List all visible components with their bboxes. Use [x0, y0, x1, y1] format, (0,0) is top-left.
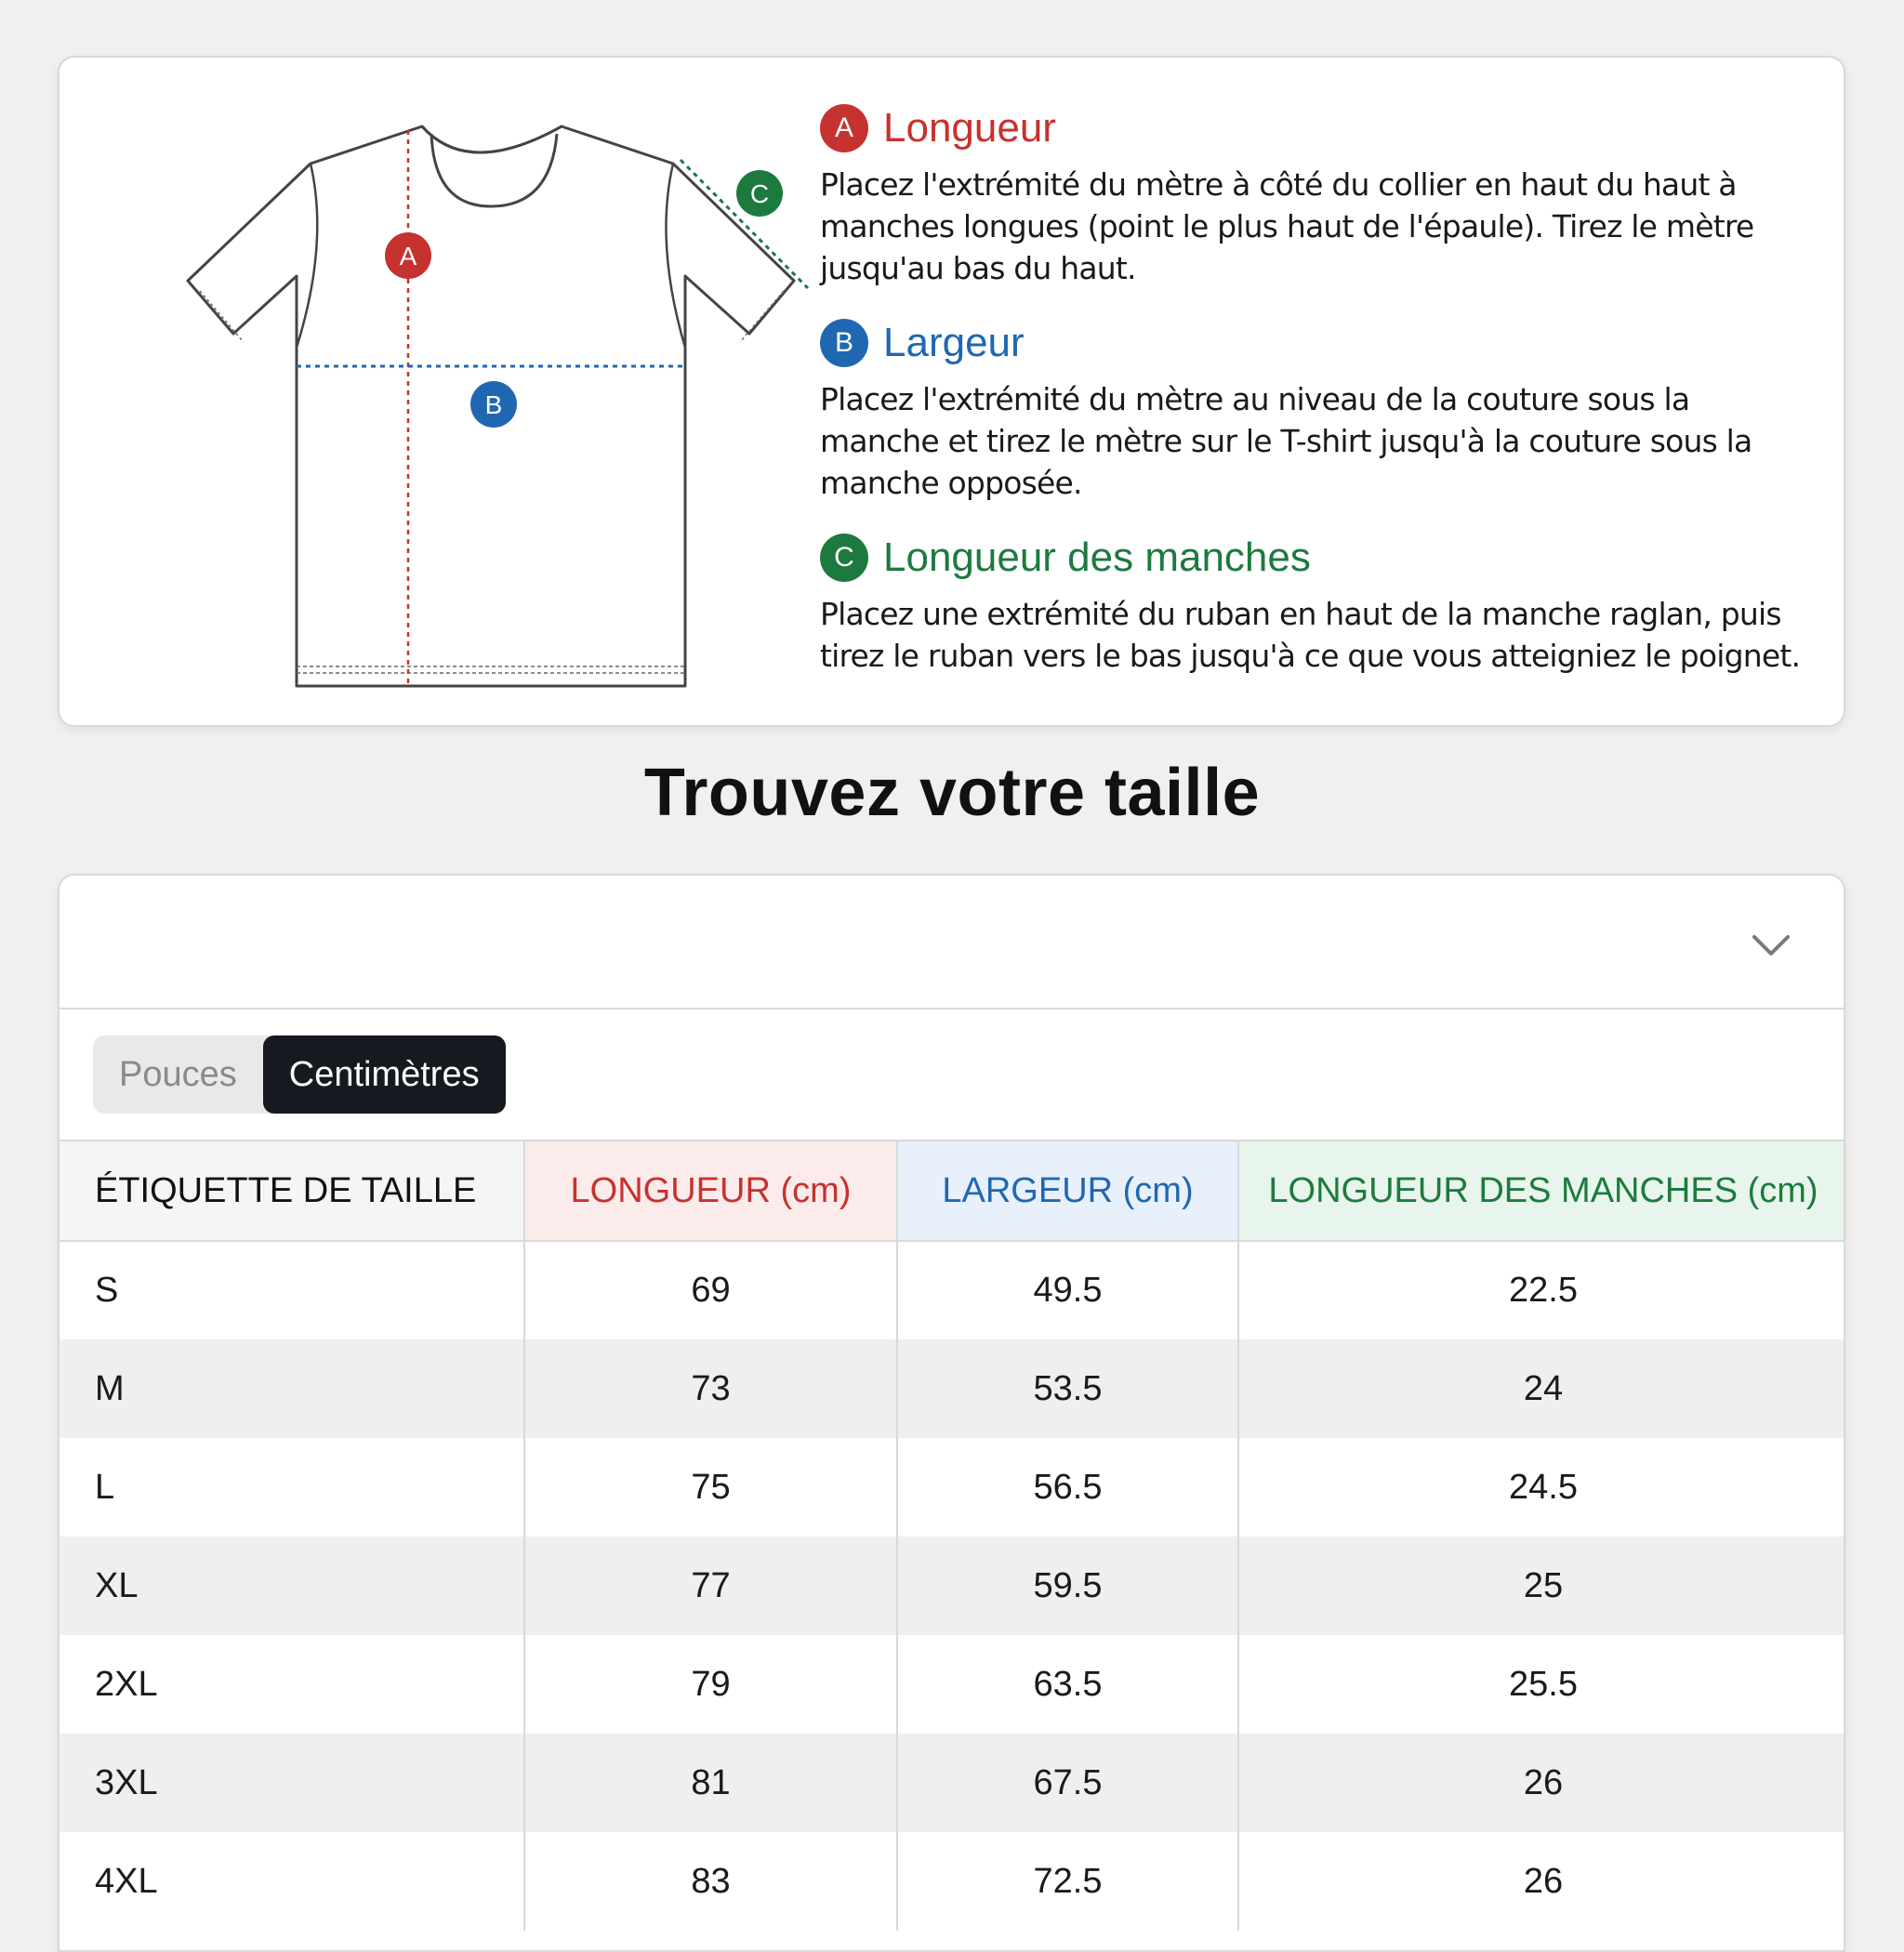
width-description: Placez l'extrémité du mètre au niveau de la couture sous la manche et tirez le mètre sur le T-shirt jusqu'à la couture sous la manche opposée. [820, 381, 1752, 501]
unit-centimeters-button[interactable]: Centimètres [263, 1035, 506, 1114]
size-chart-card [58, 874, 1845, 1952]
table-row [60, 1537, 1845, 1635]
size-cell: 3XL [60, 1734, 524, 1832]
svg-text:C: C [749, 179, 770, 208]
guide-item-length [820, 100, 1805, 289]
size-cell: S [60, 1241, 524, 1339]
length-cell: 75 [524, 1438, 897, 1537]
table-row [60, 1635, 1845, 1734]
width-cell: 72.5 [897, 1832, 1238, 1931]
measurement-guide-card [58, 56, 1845, 727]
unit-inches-button[interactable]: Pouces [119, 1054, 237, 1094]
unit-toggle [93, 1035, 506, 1114]
svg-text:B: B [484, 390, 503, 419]
size-cell: 4XL [60, 1832, 524, 1931]
sleeve-cell: 25 [1238, 1537, 1845, 1635]
header-size-label: ÉTIQUETTE DE TAILLE [60, 1141, 524, 1241]
sleeve-cell: 24.5 [1509, 1467, 1578, 1507]
width-letter-badge: B [820, 319, 868, 367]
header-width: LARGEUR (cm) [897, 1141, 1238, 1241]
width-cell: 53.5 [897, 1339, 1238, 1438]
size-table [60, 1140, 1845, 1931]
sleeve-cell: 26 [1523, 1861, 1564, 1901]
table-row [60, 1734, 1845, 1832]
length-cell: 81 [524, 1734, 897, 1832]
header-sleeve: LONGUEUR DES MANCHES (cm) [1238, 1141, 1845, 1241]
sleeve-title: Longueur des manches [883, 534, 1311, 580]
length-description: Placez l'extrémité du mètre à côté du collier en haut du haut à manches longues (point le plus haut de l'épaule). Tirez le mètre jusqu'au bas du haut. [820, 166, 1754, 286]
sleeve-cell: 24 [1238, 1339, 1845, 1438]
table-row [60, 1339, 1845, 1438]
length-cell: 79 [524, 1635, 897, 1734]
tshirt-diagram-icon [143, 104, 850, 755]
width-cell: 63.5 [897, 1635, 1238, 1734]
size-cell: L [60, 1438, 524, 1537]
guide-item-sleeve [820, 530, 1805, 677]
unit-row [60, 1009, 1844, 1140]
size-chart-header[interactable] [60, 876, 1844, 1009]
size-cell: XL [60, 1537, 524, 1635]
width-cell: 67.5 [897, 1734, 1238, 1832]
sleeve-description: Placez une extrémité du ruban en haut de la manche raglan, puis tirez le ruban vers le bas jusqu'à ce que vous atteigniez le poignet. [820, 596, 1801, 674]
length-cell: 73 [524, 1339, 897, 1438]
sleeve-cell: 26 [1238, 1734, 1845, 1832]
header-length: LONGUEUR (cm) [524, 1141, 897, 1241]
size-cell: M [60, 1339, 524, 1438]
page-title: Trouvez votre taille [643, 756, 1261, 830]
table-header-row [60, 1141, 1845, 1241]
table-row [60, 1438, 1845, 1537]
marker-a [385, 232, 431, 279]
sleeve-cell: 22.5 [1509, 1271, 1578, 1310]
length-cell: 83 [524, 1832, 897, 1931]
marker-b [470, 381, 517, 428]
width-title: Largeur [883, 320, 1025, 365]
chevron-down-icon[interactable] [1751, 924, 1792, 965]
table-row [60, 1832, 1845, 1931]
length-cell: 69 [524, 1241, 897, 1339]
sleeve-letter-badge: C [820, 534, 868, 582]
measurement-instructions [820, 100, 1805, 703]
svg-text:A: A [399, 242, 417, 270]
table-row [60, 1241, 1845, 1339]
length-letter-badge: A [820, 104, 868, 152]
length-cell: 77 [524, 1537, 897, 1635]
sleeve-cell: 25.5 [1509, 1664, 1578, 1704]
size-cell: 2XL [60, 1635, 524, 1734]
width-cell: 56.5 [897, 1438, 1238, 1537]
width-cell: 49.5 [897, 1241, 1238, 1339]
length-title: Longueur [883, 105, 1056, 151]
guide-item-width [820, 315, 1805, 504]
width-cell: 59.5 [897, 1537, 1238, 1635]
marker-c [736, 170, 783, 217]
